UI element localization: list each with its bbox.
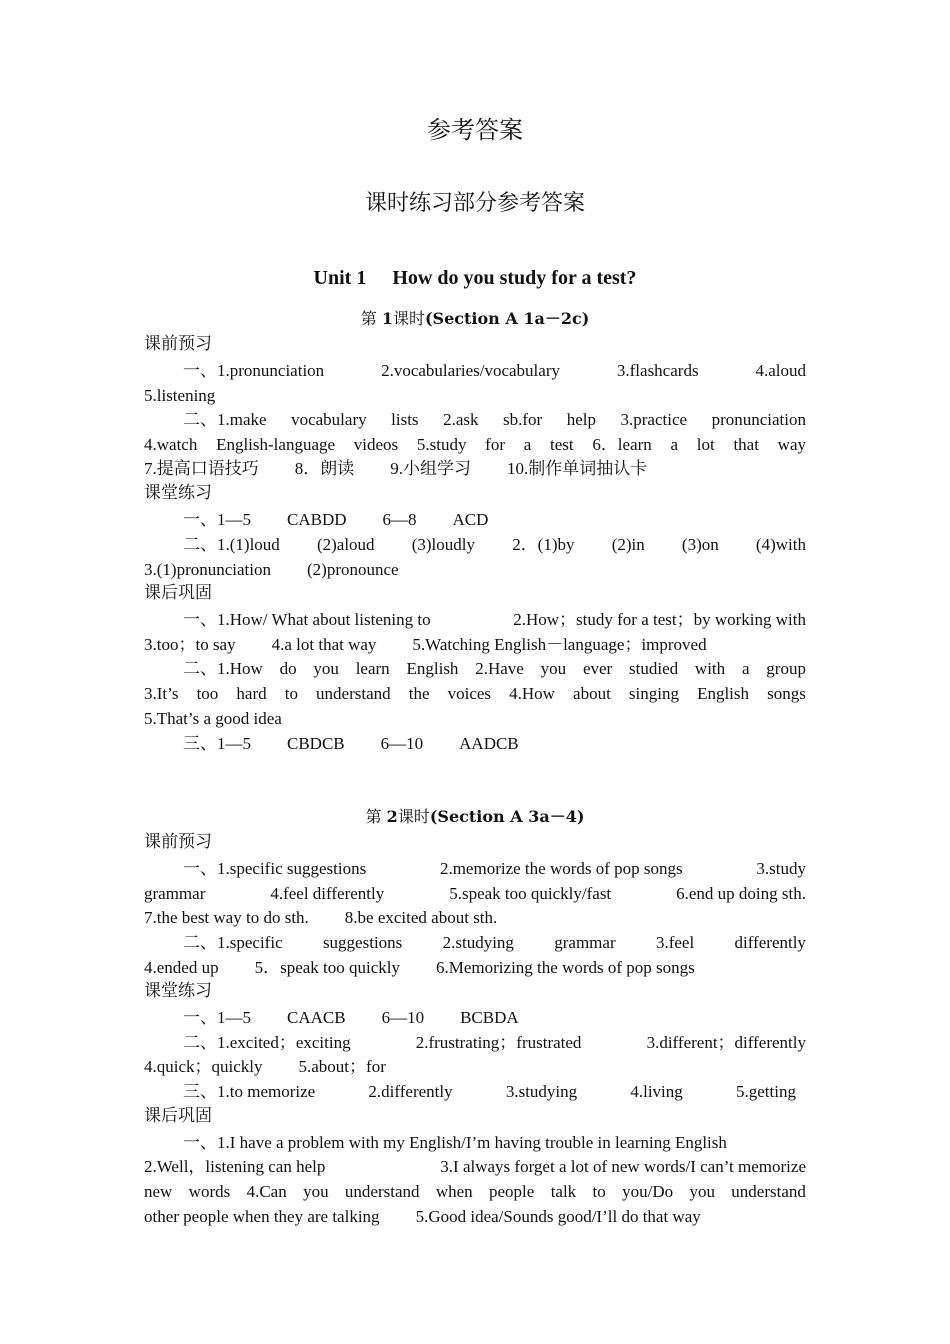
answer-token: new [144, 1182, 173, 1201]
answer-line [183, 934, 806, 951]
answer-token: way [777, 435, 806, 454]
answer-token: grammar [554, 933, 616, 952]
answer-token: too [196, 684, 219, 703]
answer-token: 一、1—5 [183, 510, 251, 529]
answer-token: ACD [452, 510, 489, 529]
answer-token: you [303, 1182, 329, 1201]
answer-token: 8．朗读 [294, 459, 355, 478]
lesson1-section: (Section A 1a－2c) [424, 309, 590, 328]
lesson2-mid: 课时 [397, 807, 430, 826]
answer-token: 5．speak too quickly [254, 958, 401, 977]
answer-token: 2.studying [442, 933, 514, 952]
answer-token: 二、1.How [183, 659, 263, 678]
answer-token: you [689, 1182, 715, 1201]
answer-token: voices [447, 684, 492, 703]
answer-token: 2.ask [443, 410, 479, 429]
answer-token: hard [236, 684, 267, 703]
answer-token: 3.different；differently [646, 1033, 806, 1052]
answer-token: (4)with [755, 535, 806, 554]
answer-line [183, 362, 806, 379]
answer-token: you [540, 659, 567, 678]
answer-token: 4.a lot that way [271, 635, 377, 654]
answer-token: about [573, 684, 611, 703]
answer-token: 3.studying [505, 1082, 578, 1101]
answer-token: to [284, 684, 298, 703]
answer-line [183, 611, 806, 628]
answer-token: 5.listening [144, 386, 216, 405]
answer-line [144, 909, 806, 926]
answer-token: English-language [216, 435, 336, 454]
answer-token: 4.watch [144, 435, 198, 454]
answer-token: 2.Have [475, 659, 524, 678]
unit-heading [0, 268, 950, 288]
answer-token: pronunciation [711, 410, 806, 429]
answer-token: grammar [144, 884, 206, 903]
answer-token: studied [629, 659, 679, 678]
answer-line [183, 1034, 806, 1051]
lesson2-classwork-heading: 课堂练习 [144, 981, 212, 1001]
answer-line [183, 1134, 806, 1151]
answer-token: (2)pronounce [307, 560, 399, 579]
answer-token: 3.flashcards [616, 361, 699, 380]
lesson1-classwork-heading: 课堂练习 [144, 483, 212, 503]
answer-token: people [489, 1182, 535, 1201]
answer-token: 6．learn [592, 435, 652, 454]
answer-token: 5.about；for [298, 1057, 386, 1076]
answer-line [144, 636, 806, 653]
lesson2-review-heading: 课后巩固 [144, 1106, 212, 1126]
answer-token: other people when they are talking [144, 1207, 380, 1226]
answer-token: 4.feel differently [270, 884, 385, 903]
answer-token: 5.Good idea/Sounds good/I’ll do that way [415, 1207, 701, 1226]
answer-token: CAACB [287, 1008, 346, 1027]
answer-line [144, 1183, 806, 1200]
answer-token: English [697, 684, 750, 703]
answer-token: 4.aloud [755, 361, 806, 380]
answer-line [183, 1009, 806, 1026]
answer-token: differently [734, 933, 806, 952]
answer-token: videos [353, 435, 399, 454]
answer-line [144, 959, 806, 976]
answer-token: songs [767, 684, 806, 703]
answer-token: the [408, 684, 430, 703]
answer-token: 7.提高口语技巧 [144, 459, 259, 478]
lesson2-pre: 第 [365, 807, 382, 826]
answer-token: 6.end up doing sth. [676, 884, 806, 903]
answer-token: vocabulary [291, 410, 367, 429]
lesson1-num: 1 [381, 309, 393, 328]
answer-token: 三、1—5 [183, 734, 251, 753]
answer-token: 3.too；to say [144, 635, 236, 654]
answer-token: when [435, 1182, 473, 1201]
answer-token: 6—10 [380, 734, 424, 753]
page-subtitle: 课时练习部分参考答案 [364, 191, 585, 216]
answer-token: 9.小组学习 [390, 459, 471, 478]
answer-token: a [741, 659, 750, 678]
answer-token: with [694, 659, 726, 678]
answer-token: 2.Well，listening can help [144, 1157, 326, 1176]
answer-token: 4.Can [246, 1182, 287, 1201]
lesson1-review-heading: 课后巩固 [144, 583, 212, 603]
answer-token: 4.quick；quickly [144, 1057, 263, 1076]
answer-token: do [279, 659, 297, 678]
lesson1-mid: 课时 [392, 309, 425, 328]
answer-token: 一、1.I have a problem with my English/I’m having trouble in learning English [183, 1133, 727, 1152]
answer-token: 4.How [509, 684, 555, 703]
answer-token: to [592, 1182, 606, 1201]
answer-token: 3.practice [620, 410, 688, 429]
answer-token: 一、1.specific suggestions [183, 859, 367, 878]
answer-token: (3)loudly [411, 535, 476, 554]
answer-token: a [523, 435, 532, 454]
answer-token: suggestions [322, 933, 403, 952]
answer-token: singing [628, 684, 679, 703]
lesson2-heading [0, 809, 950, 825]
answer-line [183, 511, 806, 528]
answer-line [183, 660, 806, 677]
answer-token: 6—10 [381, 1008, 425, 1027]
answer-token: 5.study [416, 435, 467, 454]
lesson1-heading [0, 311, 950, 327]
lesson1-pre: 第 [360, 309, 377, 328]
answer-line [144, 1158, 806, 1175]
answer-token: 2．(1)by [512, 535, 575, 554]
answer-token: 2.vocabularies/vocabulary [381, 361, 560, 380]
answer-token: for [485, 435, 505, 454]
answer-token: talk [550, 1182, 577, 1201]
answer-line [144, 885, 806, 902]
answer-token: 7.the best way to do sth. [144, 908, 309, 927]
answer-line [144, 1058, 806, 1075]
answer-token: understand [731, 1182, 806, 1201]
unit-question: How do you study for a test? [392, 267, 637, 289]
answer-token: 2.frustrating；frustrated [415, 1033, 582, 1052]
answer-token: 3.It’s [144, 684, 179, 703]
answer-line [144, 685, 806, 702]
answer-token: 二、1.(1)loud [183, 535, 280, 554]
answer-line [183, 1083, 796, 1100]
answer-token: 一、1.pronunciation [183, 361, 325, 380]
answer-token: 3.(1)pronunciation [144, 560, 271, 579]
answer-token: test [549, 435, 574, 454]
answer-token: 三、1.to memorize [183, 1082, 316, 1101]
answer-token: CABDD [287, 510, 347, 529]
answer-line [144, 387, 806, 404]
answer-token: 10.制作单词抽认卡 [507, 459, 648, 478]
answer-token: understand [344, 1182, 420, 1201]
answer-token: group [766, 659, 806, 678]
answer-token: that [733, 435, 759, 454]
lesson1-preview-heading: 课前预习 [144, 334, 212, 354]
answer-line [183, 735, 806, 752]
answer-token: sb.for [503, 410, 543, 429]
answer-token: BCBDA [460, 1008, 519, 1027]
answer-token: CBDCB [287, 734, 345, 753]
answer-line [144, 710, 806, 727]
answer-token: 3.I always forget a lot of new words/I can’t memorize [440, 1157, 806, 1176]
lesson2-section: (Section A 3a－4) [429, 807, 585, 826]
answer-token: (2)aloud [316, 535, 375, 554]
answer-token: 5.speak too quickly/fast [449, 884, 612, 903]
answer-token: learn [355, 659, 390, 678]
answer-token: 5.getting [736, 1082, 796, 1101]
answer-line [144, 460, 806, 477]
answer-token: 二、1.excited；exciting [183, 1033, 351, 1052]
answer-token: help [566, 410, 596, 429]
answer-token: 8.be excited about sth. [344, 908, 498, 927]
answer-token: 一、1—5 [183, 1008, 251, 1027]
answer-line [144, 561, 806, 578]
answer-token: 6—8 [382, 510, 417, 529]
unit-label: Unit 1 [313, 267, 367, 289]
answer-token: 3.feel [655, 933, 695, 952]
answer-line [183, 536, 806, 553]
answer-token: understand [316, 684, 391, 703]
lesson2-preview-heading: 课前预习 [144, 832, 212, 852]
answer-line [144, 1208, 806, 1225]
answer-token: ever [582, 659, 613, 678]
answer-token: a [670, 435, 679, 454]
lesson2-num: 2 [386, 807, 398, 826]
answer-token: 二、1.specific [183, 933, 283, 952]
answer-token: lot [696, 435, 715, 454]
answer-token: words [188, 1182, 231, 1201]
answer-token: (2)in [611, 535, 645, 554]
answer-token: 一、1.How/ What about listening to [183, 610, 431, 629]
answer-line [144, 436, 806, 453]
answer-token: 2.How；study for a test；by working with [513, 610, 806, 629]
answer-token: 2.memorize the words of pop songs [439, 859, 683, 878]
answer-token: AADCB [459, 734, 519, 753]
answer-token: 5.That’s a good idea [144, 709, 282, 728]
answer-token: you/Do [622, 1182, 674, 1201]
answer-token: lists [391, 410, 419, 429]
answer-token: (3)on [681, 535, 719, 554]
answer-token: 二、1.make [183, 410, 267, 429]
answer-token: you [313, 659, 339, 678]
answer-line [183, 860, 806, 877]
answer-token: 2.differently [368, 1082, 453, 1101]
answer-token: 6.Memorizing the words of pop songs [436, 958, 695, 977]
answer-token: 4.living [630, 1082, 683, 1101]
answer-token: 5.Watching English－language；improved [412, 635, 707, 654]
answer-token: English [406, 659, 459, 678]
answer-token: 3.study [756, 859, 806, 878]
answer-line [183, 411, 806, 428]
answer-token: 4.ended up [144, 958, 219, 977]
page-title: 参考答案 [427, 116, 523, 144]
